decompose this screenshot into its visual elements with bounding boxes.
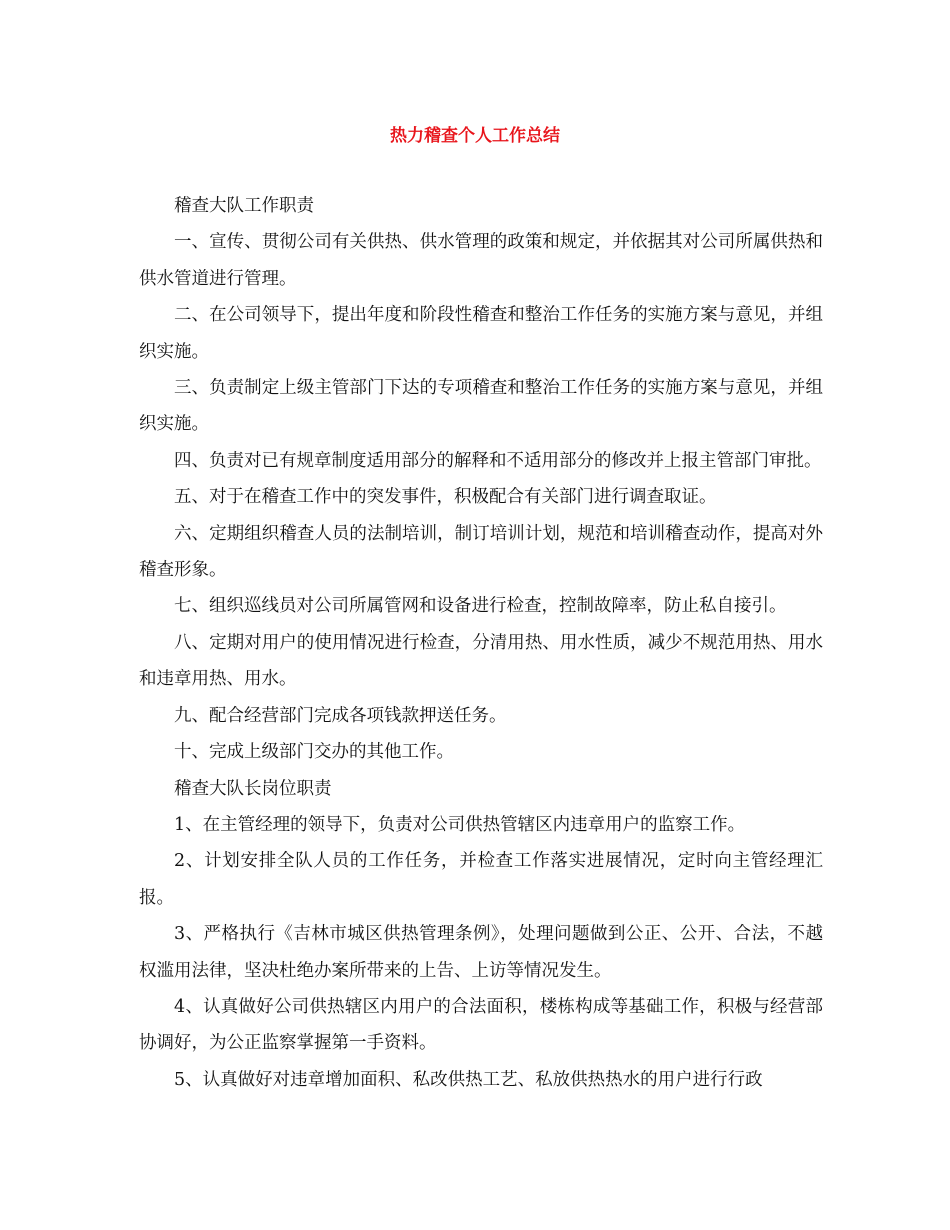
paragraph: 十、完成上级部门交办的其他工作。 xyxy=(174,742,454,763)
document-body xyxy=(139,188,823,1098)
paragraph: 九、配合经营部门完成各项钱款押送任务。 xyxy=(174,705,507,726)
paragraph: 5、认真做好对违章增加面积、私改供热工艺、私放供热热水的用户进行行政 xyxy=(174,1069,763,1090)
paragraph: 一、宣传、贯彻公司有关供热、供水管理的政策和规定，并依据其对公司所属供热和供水管道进行管理。 xyxy=(139,232,823,289)
paragraph: 4、认真做好公司供热辖区内用户的合法面积，楼栋构成等基础工作，积极与经营部协调好，为公正监察掌握第一手资料。 xyxy=(139,996,823,1054)
paragraph: 四、负责对已有规章制度适用部分的解释和不适用部分的修改并上报主管部门审批。 xyxy=(174,450,822,471)
paragraph: 五、对于在稽查工作中的突发事件，积极配合有关部门进行调查取证。 xyxy=(174,487,717,508)
paragraph: 二、在公司领导下，提出年度和阶段性稽查和整治工作任务的实施方案与意见，并组织实施。 xyxy=(139,305,823,362)
section-heading: 稽查大队工作职责 xyxy=(174,196,314,216)
paragraph: 2、计划安排全队人员的工作任务，并检查工作落实进展情况，定时向主管经理汇报。 xyxy=(139,851,823,908)
section-heading: 稽查大队长岗位职责 xyxy=(174,778,332,799)
paragraph: 六、定期组织稽查人员的法制培训，制订培训计划，规范和培训稽查动作，提高对外稽查形象。 xyxy=(139,523,823,581)
paragraph: 八、定期对用户的使用情况进行检查，分清用热、用水性质，减少不规范用热、用水和违章用热、用水。 xyxy=(139,632,823,690)
paragraph: 七、组织巡线员对公司所属管网和设备进行检查，控制故障率，防止私自接引。 xyxy=(174,596,787,617)
document-title: 热力稽查个人工作总结 xyxy=(390,126,560,146)
paragraph: 3、严格执行《吉林市城区供热管理条例》，处理问题做到公正、公开、合法，不越权滥用法律，坚决杜绝办案所带来的上告、上访等情况发生。 xyxy=(139,924,823,981)
paragraph: 三、负责制定上级主管部门下达的专项稽查和整治工作任务的实施方案与意见，并组织实施。 xyxy=(139,378,823,435)
paragraph: 1、在主管经理的领导下，负责对公司供热管辖区内违章用户的监察工作。 xyxy=(174,814,746,835)
